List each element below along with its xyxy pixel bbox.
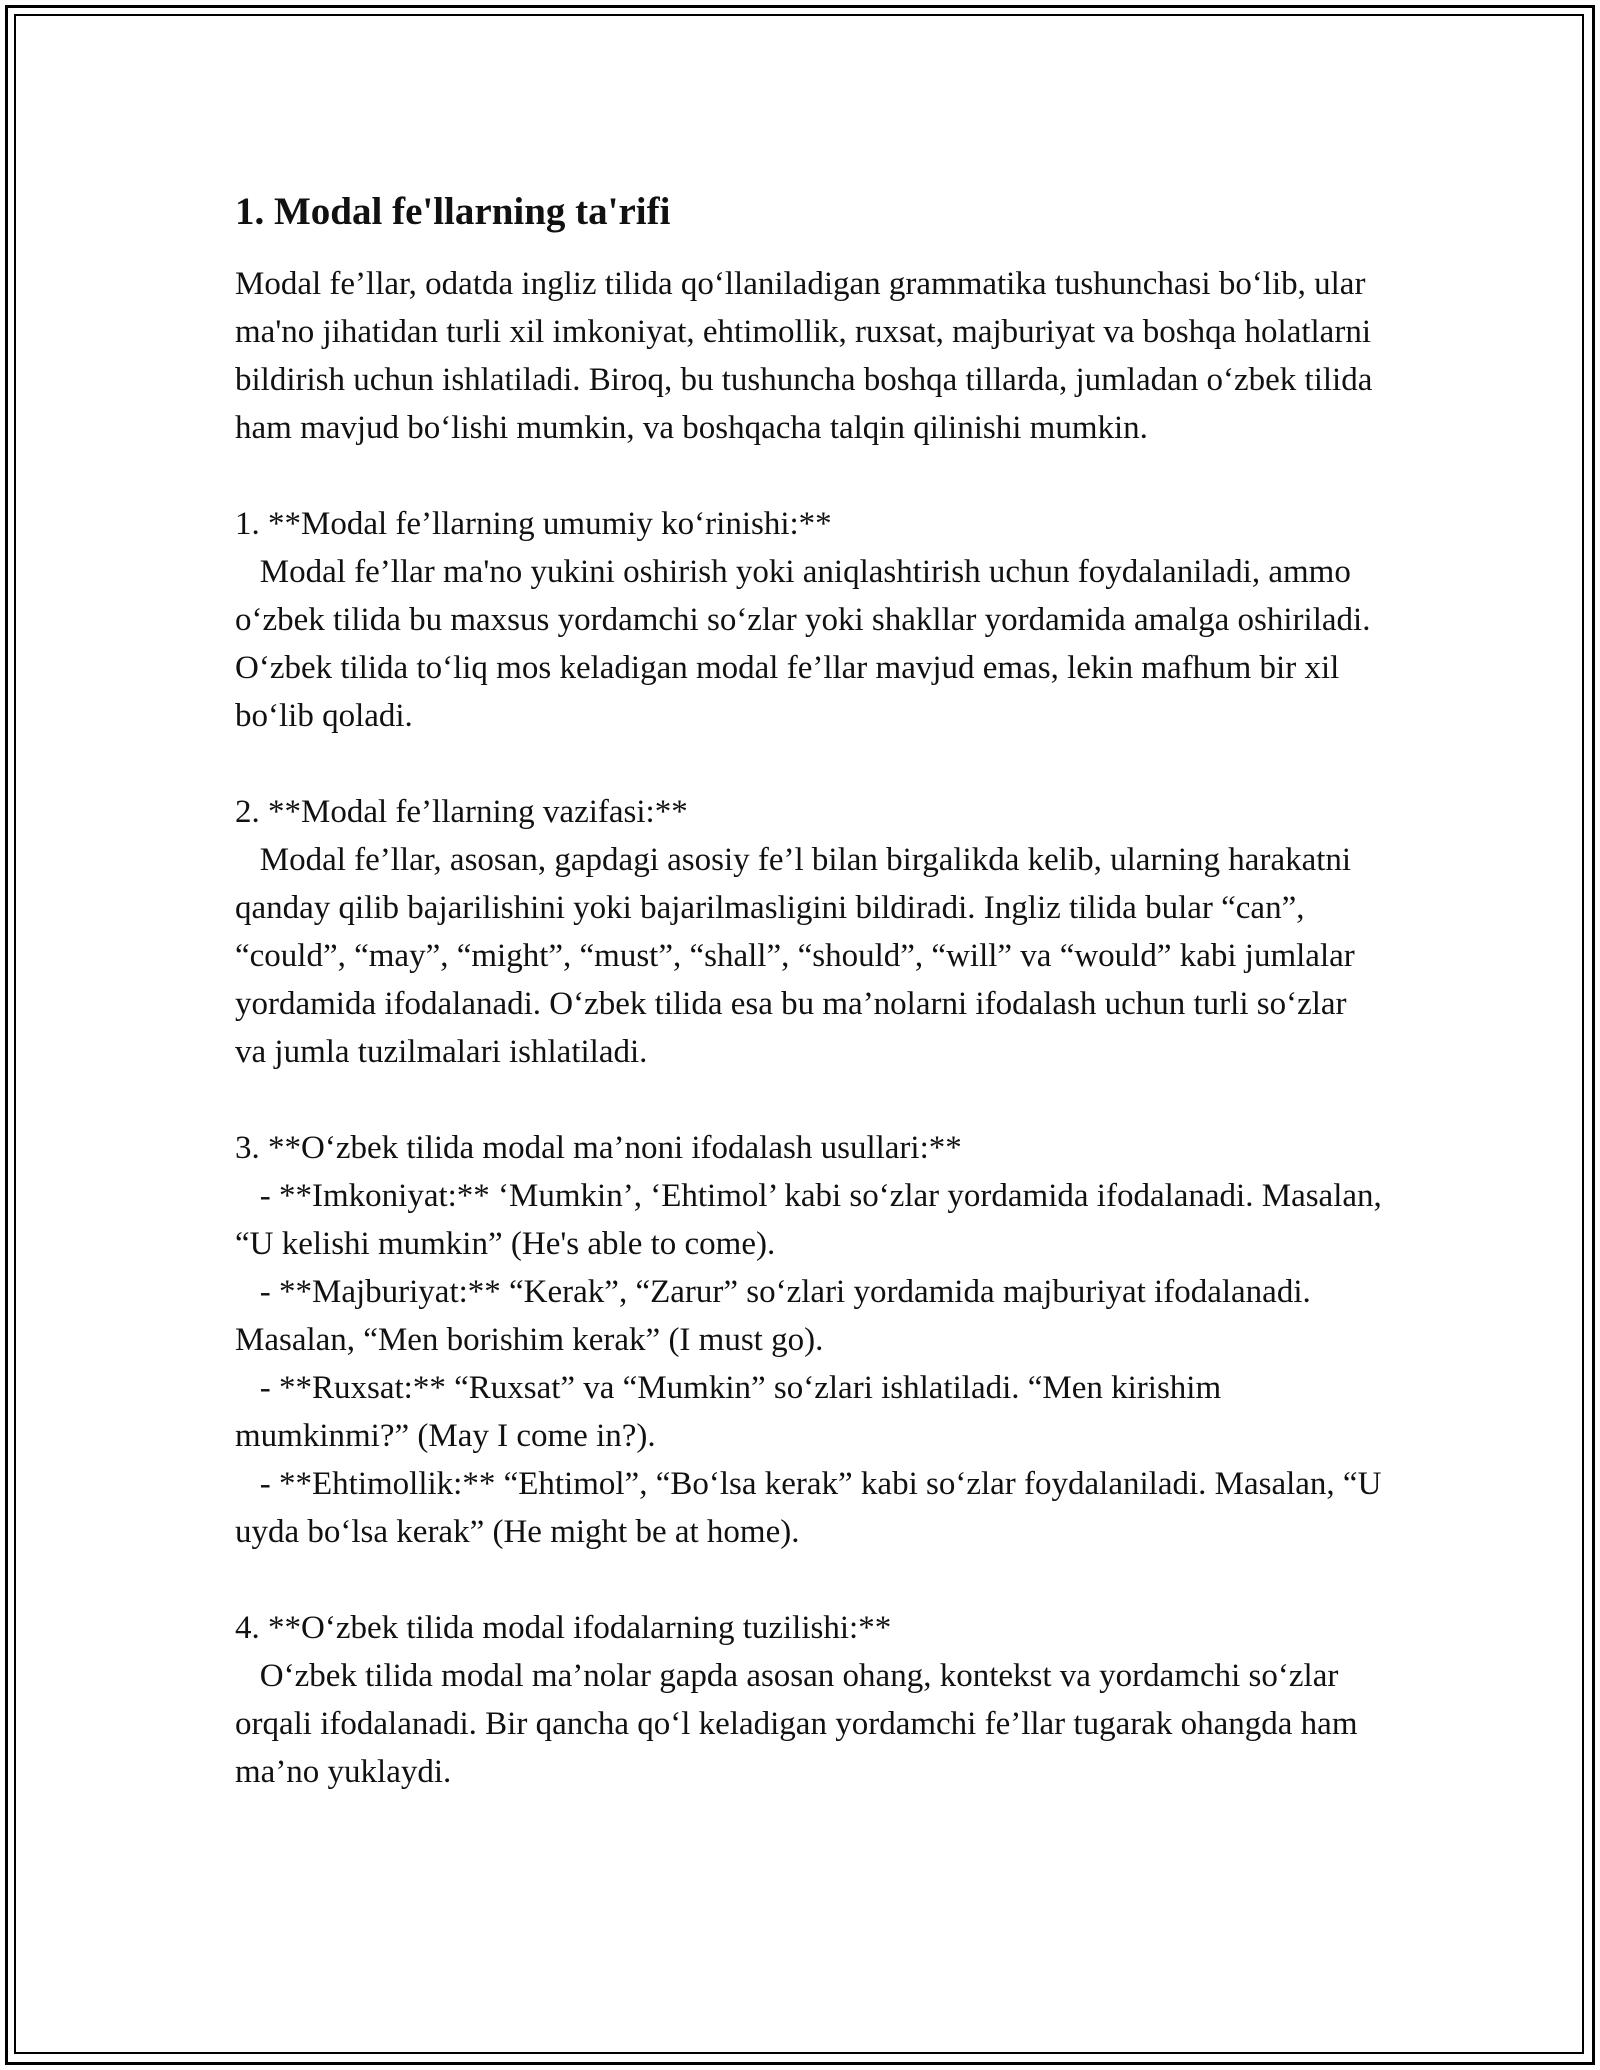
paragraph-gap (235, 1076, 1385, 1124)
section-heading: 2. **Modal fe’llarning vazifasi:** (235, 794, 688, 830)
section-text: Modal fe’llar ma'no yukini oshirish yoki aniqlashtirish uchun foydalaniladi, ammo o‘zbek tilida bu maxsus yordamchi so‘zlar yoki shakllar yordamida amalga oshiriladi. O‘zbek tilida to‘liq mos keladigan modal fe’llar mavjud emas, lekin mafhum bir xil bo‘lib qoladi. (235, 554, 1379, 734)
list-item-ruxsat: - **Ruxsat:** “Ruxsat” va “Mumkin” so‘zlari ishlatiladi. “Men kirishim mumkinmi?” (May I come in?). (235, 1370, 1230, 1454)
section-heading: 4. **O‘zbek tilida modal ifodalarning tuzilishi:** (235, 1610, 892, 1646)
section-heading: 1. **Modal fe’llarning umumiy ko‘rinishi:** (235, 506, 832, 542)
section-heading: 3. **O‘zbek tilida modal ma’noni ifodalash usullari:** (235, 1130, 962, 1166)
section-2 (235, 788, 1385, 1076)
list-item-majburiyat: - **Majburiyat:** “Kerak”, “Zarur” so‘zlari yordamida majburiyat ifodalanadi. Masalan, “Men borishim kerak” (I must go). (235, 1274, 1319, 1358)
list-item-imkoniyat: - **Imkoniyat:** ‘Mumkin’, ‘Ehtimol’ kabi so‘zlar yordamida ifodalanadi. Masalan, “U kelishi mumkin” (He's able to come). (235, 1178, 1391, 1262)
document-title: 1. Modal fe'llarning ta'rifi (235, 190, 671, 233)
section-text: O‘zbek tilida modal ma’nolar gapda asosan ohang, kontekst va yordamchi so‘zlar orqali ifodalanadi. Bir qancha qo‘l keladigan yordamchi fe’llar tugarak ohangda ham ma’no yuklaydi. (235, 1658, 1366, 1790)
list-item-ehtimollik: - **Ehtimollik:** “Ehtimol”, “Bo‘lsa kerak” kabi so‘zlar foydalaniladi. Masalan, “U uyda bo‘lsa kerak” (He might be at home). (235, 1466, 1390, 1550)
intro-paragraph: Modal fe’llar, odatda ingliz tilida qo‘llaniladigan grammatika tushunchasi bo‘lib, ular ma'no jihatidan turli xil imkoniyat, ehtimollik, ruxsat, majburiyat va boshqa holatlarni bildirish uchun ishlatiladi. Biroq, bu tushuncha boshqa tillarda, jumladan o‘zbek tilida ham mavjud bo‘lishi mumkin, va boshqacha talqin qilinishi mumkin. (235, 266, 1381, 446)
paragraph-gap (235, 452, 1385, 500)
paragraph-gap (235, 1556, 1385, 1604)
paragraph-gap (235, 740, 1385, 788)
document-body (235, 188, 1391, 1796)
section-text: Modal fe’llar, asosan, gapdagi asosiy fe’l bilan birgalikda kelib, ularning harakatni qanday qilib bajarilishini yoki bajarilmasligini bildiradi. Ingliz tilida bular “can”, “could”, “may”, “might”, “must”, “shall”, “should”, “will” va “would” kabi jumlalar yordamida ifodalanadi. O‘zbek tilida esa bu ma’nolarni ifodalash uchun turli so‘zlar va jumla tuzilmalari ishlatiladi. (235, 842, 1364, 1070)
section-1 (235, 500, 1385, 740)
section-3 (235, 1124, 1391, 1556)
section-4 (235, 1604, 1385, 1796)
